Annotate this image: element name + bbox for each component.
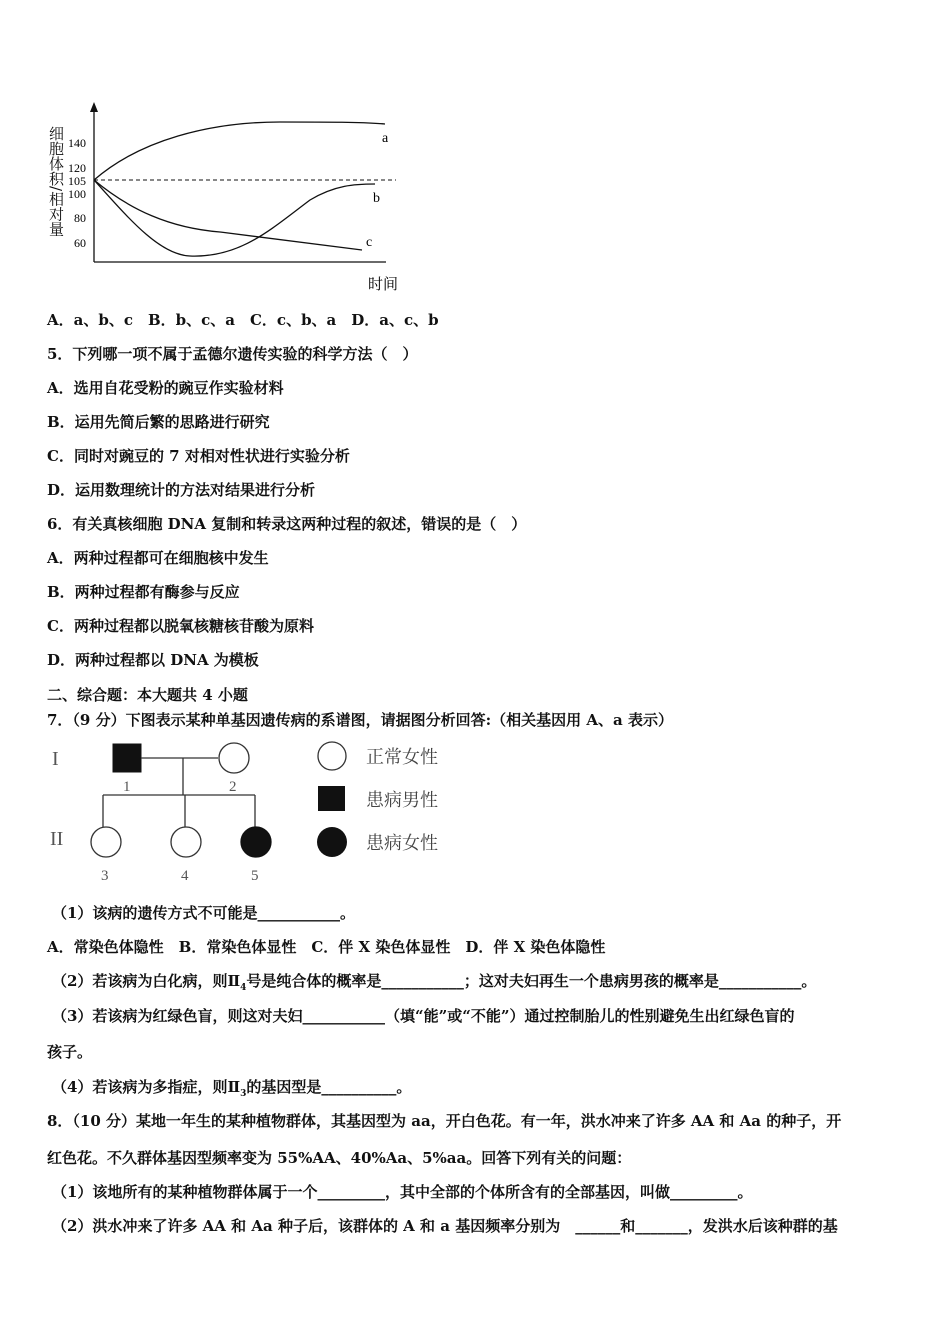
q6-stem: 6．有关真核细胞 DNA 复制和转录这两种过程的叙述，错误的是（ ） [47, 515, 527, 533]
q7-part3-continued: 孩子。 [47, 1043, 93, 1061]
q7-part4-text-a: （4）若该病为多指症，则Ⅱ [52, 1078, 241, 1096]
q6-option-d: D．两种过程都以 DNA 为模板 [47, 651, 259, 669]
q8-stem: 8．（10 分）某地一年生的某种植物群体，其基因型为 aa，开白色花。有一年，洪水冲来了许多 AA 和 Aa 的种子，开 [47, 1112, 842, 1130]
q4-options: A．a、b、c B．b、c、a C．c、b、a D．a、c、b [47, 311, 439, 329]
y-tick-120: 120 [68, 161, 86, 175]
legend-affected-male-label: 患病男性 [366, 790, 438, 811]
q7-stem: 7．（9 分）下图表示某种单基因遗传病的系谱图，请据图分析回答:（相关基因用 A、a 表示） [47, 711, 673, 729]
q6-option-b: B．两种过程都有酶参与反应 [47, 583, 240, 601]
curve-b [94, 180, 375, 256]
individual-3-number: 3 [101, 868, 109, 884]
legend-affected-female-label: 患病女性 [366, 833, 438, 854]
y-axis-arrow [90, 102, 98, 112]
generation-i-label: I [52, 748, 59, 770]
individual-1-affected-male [113, 744, 141, 772]
q7-part1: （1）该病的遗传方式不可能是___________。 [52, 904, 355, 922]
q7-part2 [52, 970, 816, 999]
q7-part4-subscript: 3 [240, 1089, 247, 1099]
individual-3-normal-female [91, 827, 121, 857]
x-axis-label: 时间 [368, 275, 399, 293]
curve-b-label: b [373, 191, 380, 206]
individual-1-number: 1 [123, 779, 131, 795]
q7-part4-text-b: 的基因型是__________。 [246, 1078, 412, 1096]
pedigree-chart [40, 733, 470, 893]
y-axis-label: 细胞体积/相对量 [47, 126, 65, 237]
q7-part2-subscript: 4 [240, 983, 247, 993]
y-tick-80: 80 [74, 211, 86, 225]
q7-part4 [52, 1076, 411, 1105]
q8-part1: （1）该地所有的某种植物群体属于一个_________，其中全部的个体所含有的全部基因，叫做_________。 [52, 1183, 753, 1201]
y-tick-140: 140 [68, 136, 86, 150]
q8-part2: （2）洪水冲来了许多 AA 和 Aa 种子后，该群体的 A 和 a 基因频率分别为 ______和_______，发洪水后该种群的基 [52, 1217, 838, 1235]
legend-normal-female-label: 正常女性 [366, 747, 438, 768]
individual-5-number: 5 [251, 868, 259, 884]
generation-ii-label: II [50, 828, 64, 850]
individual-4-number: 4 [181, 868, 189, 884]
q8-stem-continued: 红色花。不久群体基因型频率变为 55%AA、40%Aa、5%aa。回答下列有关的问题： [47, 1149, 632, 1167]
individual-2-normal-female [219, 743, 249, 773]
q7-part3: （3）若该病为红绿色盲，则这对夫妇___________（填“能”或“不能”）通过控制胎儿的性别避免生出红绿色盲的 [52, 1007, 795, 1025]
curve-c [94, 180, 362, 250]
legend-normal-female-icon [318, 742, 346, 770]
q5-option-c: C．同时对豌豆的 7 对相对性状进行实验分析 [47, 447, 350, 465]
y-tick-100: 100 [68, 187, 86, 201]
q5-option-b: B．运用先简后繁的思路进行研究 [47, 413, 270, 431]
q7-part1-options: A．常染色体隐性 B．常染色体显性 C．伴 X 染色体显性 D．伴 X 染色体隐性 [47, 938, 606, 956]
q6-option-c: C．两种过程都以脱氧核糖核苷酸为原料 [47, 617, 314, 635]
legend-affected-female-icon [317, 827, 347, 857]
cell-volume-graph [40, 100, 420, 300]
q6-option-a: A．两种过程都可在细胞核中发生 [47, 549, 269, 567]
section2-heading: 二、综合题：本大题共 4 小题 [47, 686, 248, 704]
q5-option-d: D．运用数理统计的方法对结果进行分析 [47, 481, 316, 499]
legend-affected-male-icon [318, 786, 345, 811]
individual-5-affected-female [241, 827, 271, 857]
q7-part2-text-a: （2）若该病为白化病，则Ⅱ [52, 972, 241, 990]
q5-stem: 5．下列哪一项不属于孟德尔遗传实验的科学方法（ ） [47, 345, 418, 363]
curve-a [94, 122, 385, 180]
y-tick-105: 105 [68, 174, 86, 188]
curve-a-label: a [382, 131, 389, 146]
q5-option-a: A．选用自花受粉的豌豆作实验材料 [47, 379, 284, 397]
individual-2-number: 2 [229, 779, 237, 795]
individual-4-normal-female [171, 827, 201, 857]
q7-part2-text-b: 号是纯合体的概率是___________；这对夫妇再生一个患病男孩的概率是___________。 [246, 972, 817, 990]
curve-c-label: c [366, 235, 373, 250]
y-tick-60: 60 [74, 236, 86, 250]
